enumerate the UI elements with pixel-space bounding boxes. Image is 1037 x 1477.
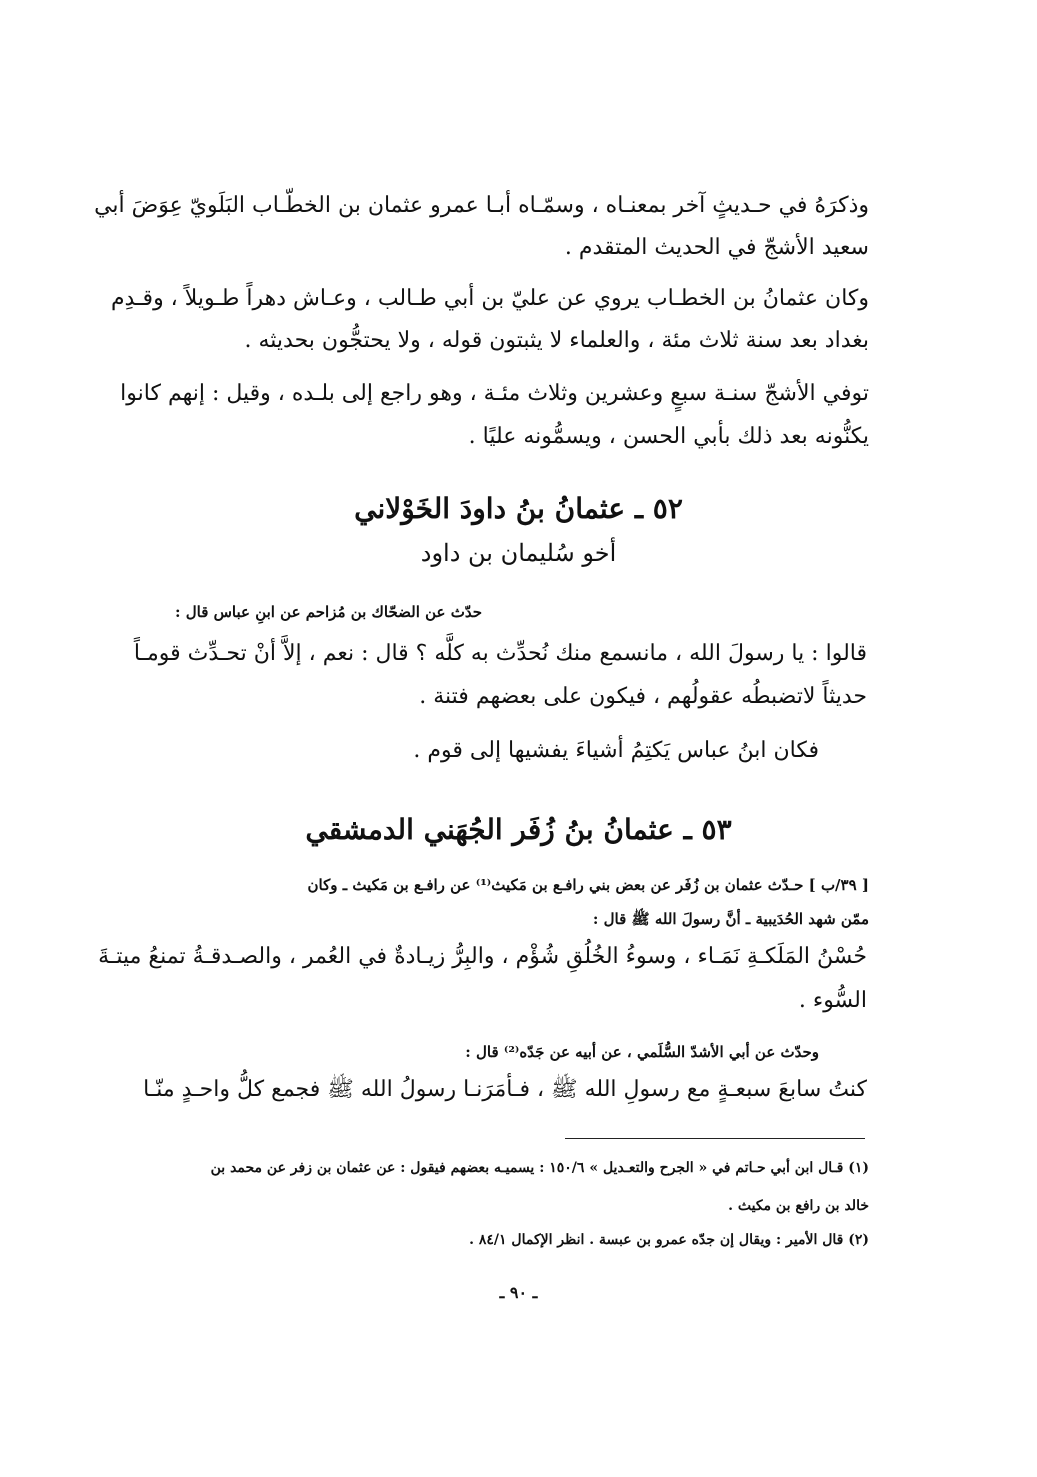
footnote-separator (565, 1138, 865, 1139)
entry-53-hadith-line1: حُسْنُ المَلَكـةِ نَمَـاء ، وسوءُ الخُلُقِ شُؤْم ، والبِرُّ زيـادةٌ في العُمر ، والصـدقـةُ تمنعُ ميتـةَ (98, 944, 867, 969)
entry-53-title: ٥٣ ـ عثمانُ بنُ زُفَر الجُهَني الدمشقي (305, 813, 732, 846)
entry-52-note: فكان ابنُ عباس يَكتِمُ أشياءَ يفشيها إلى قوم . (413, 738, 819, 763)
intro-p3-line1: توفي الأشجّ سنـة سبعٍ وعشرين وثلاث مئـة ، وهو راجع إلى بلـده ، وقيل : إنهم كانوا (120, 381, 869, 406)
entry-53-hadith-line2: السُّوء . (798, 988, 867, 1013)
entry-52-isnad: حدّث عن الضحّاك بن مُزاحم عن ابنِ عباس قال : (175, 603, 482, 621)
intro-p3-line2: يكنُّونه بعد ذلك بأبي الحسن ، ويسمُّونه عليًا . (468, 424, 869, 449)
entry-53-isnad-line2: ممّن شهد الحُدَيبية ـ أنَّ رسولَ الله ﷺ قال : (592, 910, 869, 928)
footnote-2: (٢) قال الأمير : ويقال إن جدّه عمرو بن عبسة . انظر الإكمال ٨٤/١ . (469, 1232, 869, 1248)
footnote-1-line2: خالد بن رافع بن مكيث . (728, 1198, 869, 1214)
footnote-1-line1: (١) قـال ابن أبي حـاتم في « الجرح والتعـديل » ١٥٠/٦ : يسميـه بعضهم فيقول : عن عثمان بن زفر عن محمد بن (210, 1160, 869, 1176)
entry-52-hadith-line1: قالوا : يا رسولَ الله ، مانسمع منك نُحدِّث به كلَّه ؟ قال : نعم ، إلاَّ أنْ تحـدِّث قومـاً (133, 641, 867, 666)
intro-p2-line2: بغداد بعد سنة ثلاث مئة ، والعلماء لا يثبتون قوله ، ولا يحتجُّون بحديثه . (244, 328, 869, 353)
entry-52-subtitle: أخو سُليمان بن داود (420, 539, 617, 567)
intro-p1-line1: وذكرَهُ في حـديثٍ آخر بمعنـاه ، وسمّـاه أبـا عمرو عثمان بن الخطّـاب البَلَويّ عِوَضَ أبي (94, 193, 869, 218)
page-number: ـ ٩٠ ـ (499, 1283, 538, 1302)
entry-53-isnad-line1: [ ٣٩/ب ] حـدّث عثمان بن زُفَر عن بعض بني رافـع بن مَكيث⁽¹⁾ عن رافـع بن مَكيث ـ وكان (307, 876, 869, 894)
entry-53-hadith2: كنتُ سابعَ سبعـةٍ مع رسولِ الله ﷺ ، فـأمَرَنـا رسولُ الله ﷺ فجمع كلُّ واحـدٍ منّـا (143, 1077, 867, 1102)
intro-p1-line2: سعيد الأشجّ في الحديث المتقدم . (564, 235, 869, 260)
entry-53-isnad2: وحدّث عن أبي الأشدّ السُّلَمي ، عن أبيه عن جَدّه⁽²⁾ قال : (465, 1043, 819, 1061)
intro-p2-line1: وكان عثمانُ بن الخطـاب يروي عن عليّ بن أبي طـالب ، وعـاش دهراً طـويلاً ، وقـدِم (110, 286, 869, 311)
entry-52-hadith-line2: حديثاً لاتضبطُه عقولُهم ، فيكون على بعضهم فتنة . (419, 684, 867, 709)
entry-52-title: ٥٢ ـ عثمانُ بنُ داودَ الخَوْلاني (354, 492, 683, 525)
